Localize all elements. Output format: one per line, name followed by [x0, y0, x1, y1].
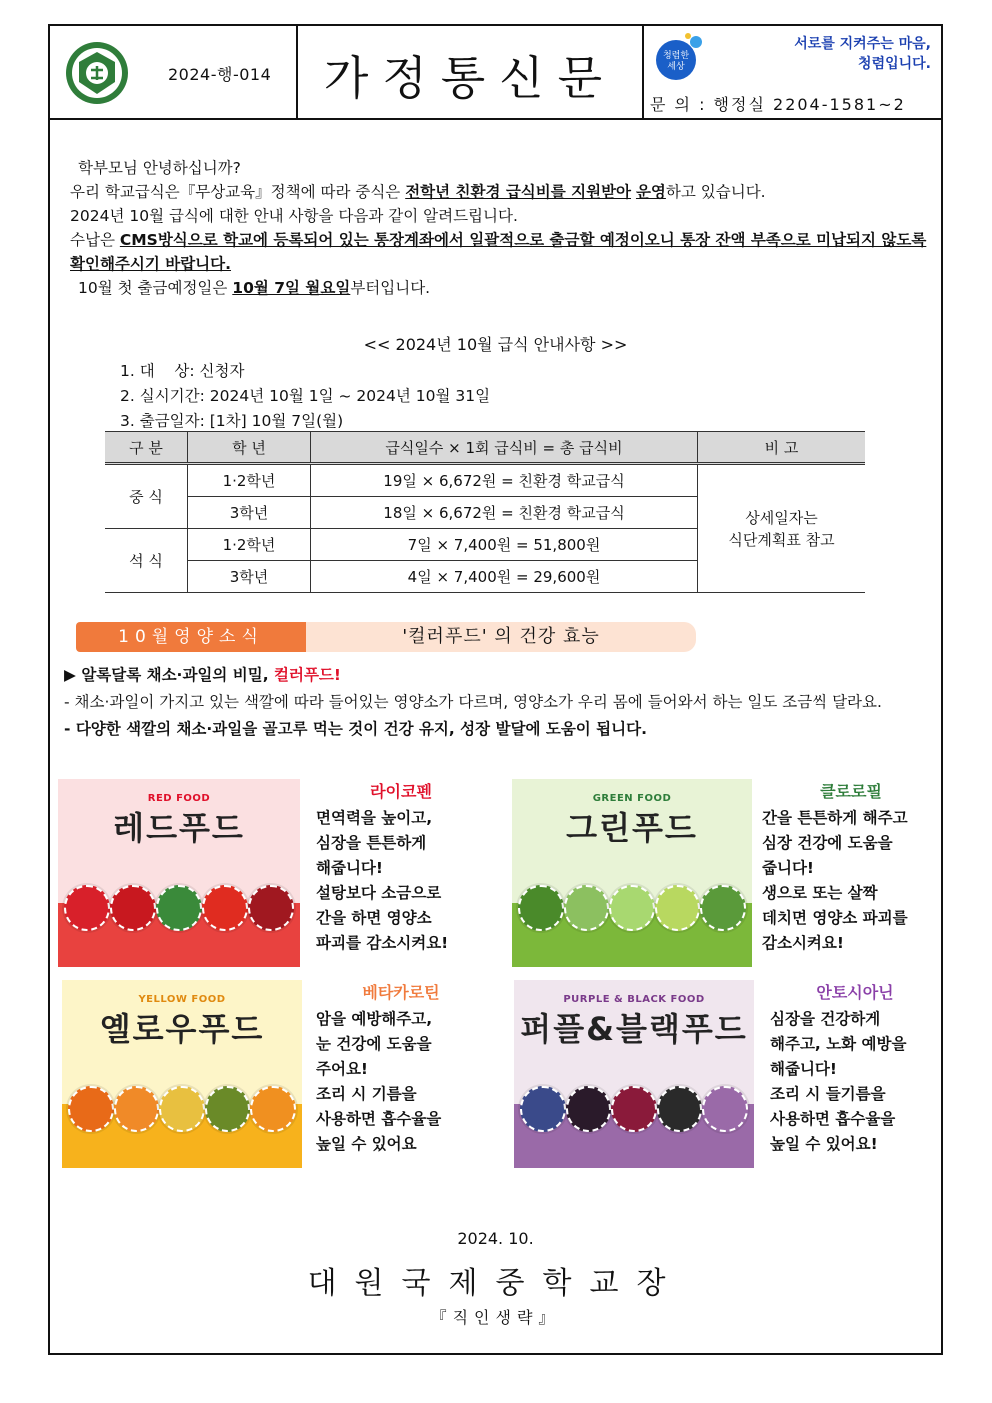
nutrient-name: 클로로필: [820, 782, 882, 801]
food-subtitle: RED FOOD: [147, 793, 211, 804]
table-header: 비 고: [698, 432, 866, 464]
peas-icon: [655, 885, 701, 931]
table-header: 학 년: [188, 432, 311, 464]
nutrition-paragraph: - 다양한 색깔의 채소·과일을 골고루 먹는 것이 건강 유지, 성장 발달에 도움이 됩니다.: [64, 720, 647, 738]
red-food-caption: [316, 779, 486, 956]
caption-line: 설탕보다 소금으로: [316, 884, 442, 902]
seaweed-icon: [657, 1086, 703, 1132]
caption-line: 줍니다!: [762, 859, 814, 877]
note-line: 식단계획표 참고: [728, 530, 835, 549]
svg-text:세상: 세상: [667, 62, 685, 72]
caption-line: 높일 수 있어요!: [770, 1135, 878, 1153]
food-title: 퍼플&블랙푸드: [520, 1010, 748, 1048]
caption-line: 심장을 튼튼하게: [316, 834, 427, 852]
nutrient-name: 라이코펜: [370, 782, 432, 801]
cucumber-icon: [564, 885, 610, 931]
intro-text: 부터입니다.: [350, 279, 431, 297]
food-subtitle: YELLOW FOOD: [138, 994, 226, 1005]
caption-line: 조리 시 기름을: [316, 1085, 417, 1103]
greeting: 학부모님 안녕하십니까?: [78, 159, 241, 177]
document-number: 2024-행-014: [168, 65, 272, 84]
caption-line: 간을 하면 영양소: [316, 909, 432, 927]
nutrient-name: 안토시아닌: [816, 983, 894, 1002]
green-food-image: [512, 779, 752, 967]
school-emblem-icon: [64, 40, 130, 106]
food-title: 레드푸드: [113, 809, 245, 847]
intro-line-3: [70, 228, 930, 276]
green-food-caption: [762, 779, 940, 956]
red-food-image: [58, 779, 300, 967]
caption-line: 감소시켜요!: [762, 934, 844, 952]
food-photos: [514, 1086, 754, 1132]
headline-text: ▶ 알록달록 채소·과일의 비밀,: [64, 666, 274, 684]
header-left-cell: [50, 26, 298, 118]
tomato-icon: [202, 885, 248, 931]
purple-food-image: [514, 980, 754, 1168]
table-row: [105, 464, 865, 497]
svg-text:청렴한: 청렴한: [662, 51, 690, 61]
food-photos: [58, 885, 300, 931]
intro-text: 우리 학교급식은『무상교육』정책에 따라 중식은: [70, 183, 406, 201]
notice-title: << 2024년 10월 급식 안내사항 >>: [363, 335, 628, 354]
food-subtitle: PURPLE & BLACK FOOD: [563, 994, 705, 1005]
food-subtitle: GREEN FOOD: [592, 793, 672, 804]
intro-emphasis: 전학년 친환경 급식비를 지원받아: [405, 183, 632, 201]
yellow-food-image: [62, 980, 302, 1168]
intro-text: 수납은: [70, 231, 120, 249]
intro-letter: [70, 156, 930, 300]
caption-line: 생으로 또는 살짝: [762, 884, 878, 902]
nutrition-text: [64, 662, 934, 743]
caption-line: 면역력을 높이고,: [316, 809, 433, 827]
broccoli-icon: [518, 885, 564, 931]
notice-item: 2. 실시기간: 2024년 10월 1일 ~ 2024년 10월 31일: [120, 387, 491, 405]
strawberry-icon: [64, 885, 110, 931]
notice-item: 1. 대 상: 신청자: [120, 362, 245, 380]
caption-line: 조리 시 들기름을: [770, 1085, 886, 1103]
table-header: 급식일수 × 1회 급식비 = 총 급식비: [311, 432, 698, 464]
intro-text: 하고 있습니다.: [665, 183, 766, 201]
header-right-cell: [644, 26, 941, 118]
slogan-line-1: 서로를 지켜주는 마음,: [794, 36, 931, 52]
notice-list: [120, 359, 490, 434]
header-title-cell: [298, 26, 644, 118]
nutrition-badge: 10월영양소식: [76, 622, 306, 652]
intro-text: 10월 첫 출금예정일은: [78, 279, 233, 297]
note-cell: [698, 464, 866, 593]
note-line: 상세일자는: [745, 508, 818, 527]
intro-line-1: [70, 180, 930, 204]
blueberry-icon: [520, 1086, 566, 1132]
calc-cell: 7일 × 7,400원 = 51,800원: [311, 529, 698, 561]
grade-cell: 1·2학년: [188, 464, 311, 497]
bokchoy-icon: [700, 885, 746, 931]
grade-cell: 3학년: [188, 497, 311, 529]
intro-line-2: 2024년 10월 급식에 대한 안내 사항을 다음과 같이 알려드립니다.: [70, 207, 518, 225]
caption-line: 주어요!: [316, 1060, 368, 1078]
integrity-logo-icon: [652, 32, 704, 84]
caption-line: 눈 건강에 도움을: [316, 1035, 432, 1053]
food-photos: [62, 1086, 302, 1132]
grade-cell: 1·2학년: [188, 529, 311, 561]
pepper-icon: [110, 885, 156, 931]
issue-date: 2024. 10.: [457, 1229, 534, 1248]
purple-food-caption: [770, 980, 940, 1157]
caption-line: 해줍니다!: [770, 1060, 837, 1078]
pumpkin-icon: [205, 1086, 251, 1132]
caption-line: 간을 튼튼하게 해주고: [762, 809, 908, 827]
document-title: 가정통신문: [323, 51, 617, 105]
caption-line: 해줍니다!: [316, 859, 383, 877]
meal-type-cell: 석 식: [105, 529, 188, 593]
caption-line: 심장을 건강하게: [770, 1010, 881, 1028]
food-photos: [512, 885, 752, 931]
intro-emphasis: 운영: [635, 183, 666, 201]
contact-info: 문 의 : 행정실 2204-1581~2: [650, 95, 906, 114]
food-title: 옐로우푸드: [99, 1010, 265, 1048]
grade-cell: 3학년: [188, 561, 311, 593]
food-title: 그린푸드: [566, 809, 698, 847]
nutrition-topic: '컬러푸드' 의 건강 효능: [306, 622, 696, 652]
caption-line: 파괴를 감소시켜요!: [316, 934, 449, 952]
slogan-line-2: 청렴입니다.: [858, 56, 931, 72]
nutrient-name: 베타카로틴: [362, 983, 440, 1002]
intro-emphasis: 10월 7일 월요일: [232, 279, 351, 297]
caption-line: 사용하면 흡수율을: [316, 1110, 442, 1128]
table-header-row: [105, 432, 865, 464]
caption-line: 높일 수 있어요: [316, 1135, 417, 1153]
notice-item: 3. 출금일자: [1차] 10월 7일(월): [120, 412, 344, 430]
caption-line: 사용하면 흡수율을: [770, 1110, 896, 1128]
meal-type-cell: 중 식: [105, 464, 188, 529]
nutrition-headline: [64, 662, 934, 689]
cabbage-icon: [702, 1086, 748, 1132]
calc-cell: 18일 × 6,672원 = 친환경 학교급식: [311, 497, 698, 529]
principal-signature: 대원국제중학교장: [307, 1266, 684, 1301]
persimmon-icon: [68, 1086, 114, 1132]
carrot-icon: [114, 1086, 160, 1132]
lettuce-icon: [609, 885, 655, 931]
orange-icon: [250, 1086, 296, 1132]
caption-line: 데치면 영양소 파괴를: [762, 909, 908, 927]
apple-icon: [248, 885, 294, 931]
table-header: 구 분: [105, 432, 188, 464]
intro-emphasis: CMS방식으로 학교에 등록되어 있는 통장계좌에서 일괄적으로 출금할 예정이오니 통장 잔액 부족으로 미납되지 않도록 확인해주시기 바랍니다.: [70, 231, 927, 273]
pineapple-icon: [159, 1086, 205, 1132]
eggplant-icon: [566, 1086, 612, 1132]
caption-line: 심장 건강에 도움을: [762, 834, 893, 852]
meal-fee-table: [105, 431, 865, 593]
calc-cell: 4일 × 7,400원 = 29,600원: [311, 561, 698, 593]
watermelon-icon: [156, 885, 202, 931]
caption-line: 해주고, 노화 예방을: [770, 1035, 907, 1053]
intro-line-4: [70, 276, 930, 300]
seal-omitted: 『직인생략』: [430, 1308, 561, 1327]
yellow-food-caption: [316, 980, 486, 1157]
calc-cell: 19일 × 6,672원 = 친환경 학교급식: [311, 464, 698, 497]
document-frame: [48, 24, 943, 1355]
beet-icon: [611, 1086, 657, 1132]
integrity-slogan: [794, 34, 931, 74]
caption-line: 암을 예방해주고,: [316, 1010, 433, 1028]
headline-highlight: 컬러푸드!: [274, 666, 341, 684]
nutrition-banner: [76, 622, 696, 652]
document-header: [50, 26, 941, 120]
nutrition-paragraph: - 채소·과일이 가지고 있는 색깔에 따라 들어있는 영양소가 다르며, 영양소가 우리 몸에 들어와서 하는 일도 조금씩 달라요.: [64, 693, 882, 711]
